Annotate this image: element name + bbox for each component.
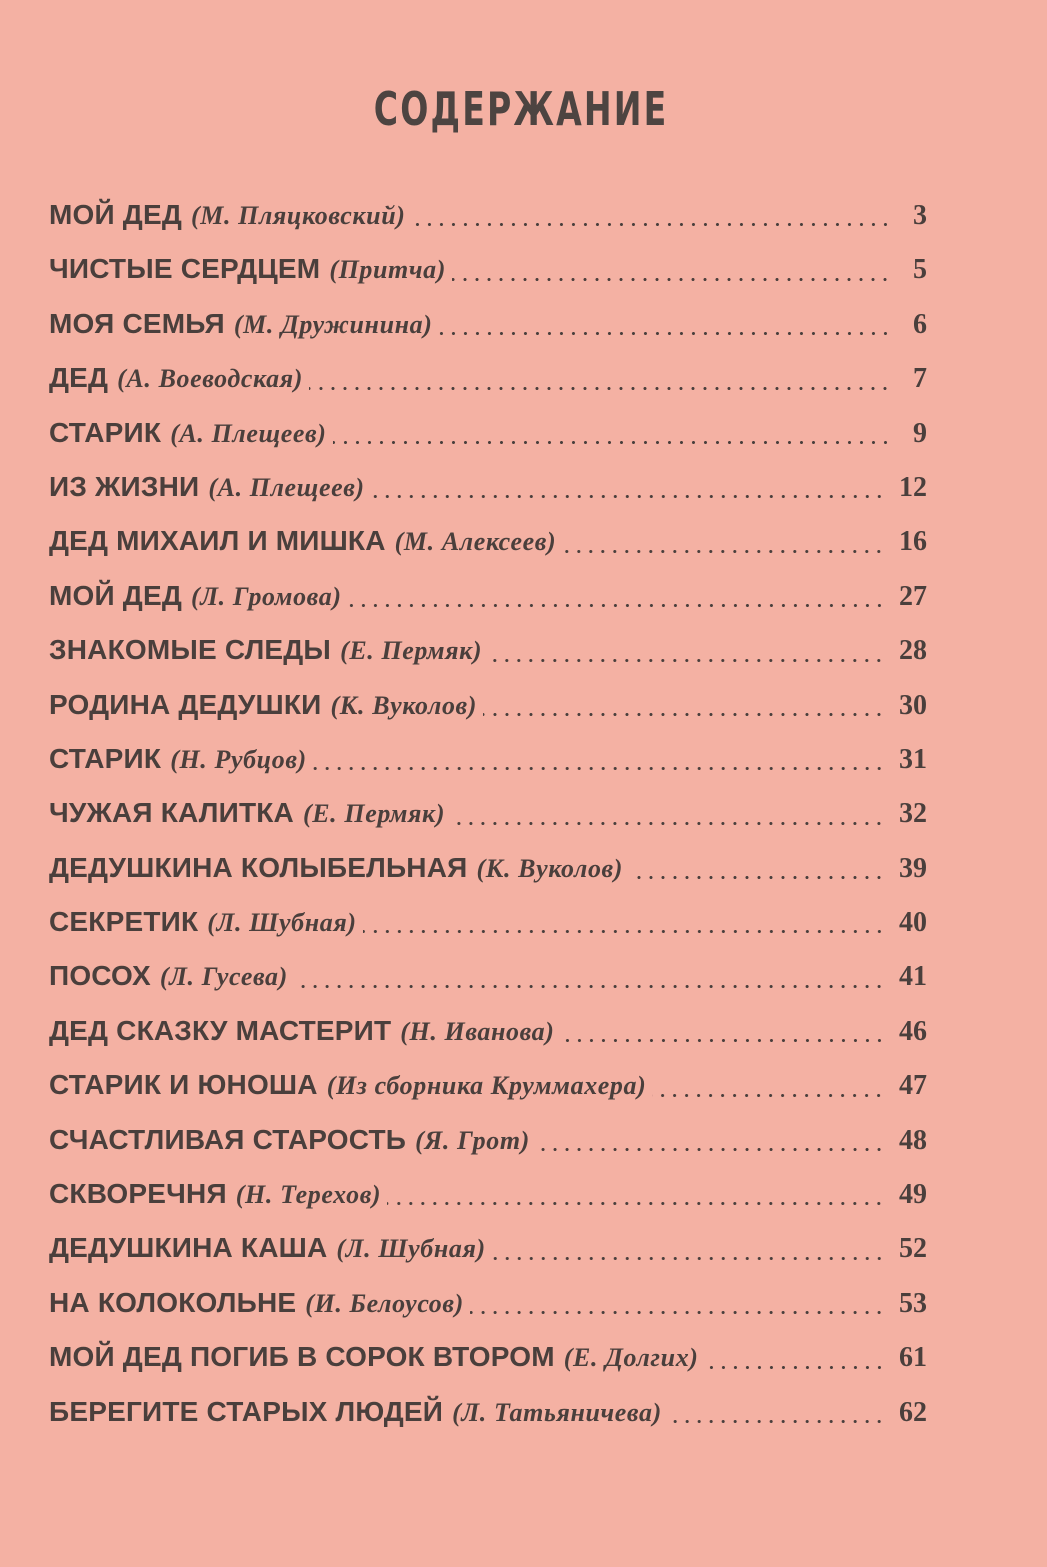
toc-entry: [49, 895, 927, 949]
toc-entry-page: 9: [913, 417, 927, 449]
toc-entry-title: СТАРИК И ЮНОША: [49, 1069, 318, 1101]
toc-entry-title: ДЕД: [49, 362, 109, 394]
toc-entry: [49, 1058, 927, 1112]
toc-entry-page: 62: [899, 1396, 927, 1428]
toc-entry-page: 16: [899, 526, 927, 558]
toc-entry-page: 49: [899, 1179, 927, 1211]
dot-leader: [451, 786, 885, 840]
toc-entry-author: (К. Вуколов): [330, 690, 478, 720]
toc-entry-title: МОЙ ДЕД: [49, 199, 182, 230]
toc-entry-author: (Л. Громова): [190, 581, 342, 611]
toc-entry-author: (Е. Пермяк): [302, 799, 446, 829]
dot-leader: [348, 569, 885, 623]
dot-leader: [387, 1167, 885, 1221]
toc-entry-author: (Е. Пермяк): [340, 636, 483, 666]
toc-entry-page: 61: [899, 1342, 927, 1374]
toc-entry-page: 31: [899, 743, 927, 775]
toc-entry-title: РОДИНА ДЕДУШКИ: [49, 688, 322, 720]
toc-entry-page: 53: [899, 1287, 927, 1319]
toc-entry: [49, 786, 927, 840]
toc-entry-title: НА КОЛОКОЛЬНЕ: [49, 1286, 297, 1318]
toc-entry: [49, 949, 927, 1003]
toc-entry-author: (Н. Терехов): [235, 1180, 382, 1210]
toc-entry-page: 3: [913, 200, 927, 231]
toc-entry-title: МОЙ ДЕД: [49, 579, 182, 611]
toc-entry: [49, 460, 927, 514]
toc-entry: [49, 1385, 927, 1439]
toc-entry-page: 28: [899, 635, 927, 667]
toc-entry-author: (Из сборника Круммахера): [326, 1071, 647, 1101]
dot-leader: [652, 1058, 885, 1112]
dot-leader: [492, 1221, 885, 1275]
toc-entry-author: (А. Плещеев): [170, 418, 327, 448]
toc-entry-author: (А. Воеводская): [117, 364, 304, 394]
toc-entry-page: 47: [899, 1070, 927, 1102]
toc-entry: [49, 351, 927, 405]
toc-entry: [49, 841, 927, 895]
dot-leader: [309, 351, 891, 405]
toc-entry-page: 39: [899, 852, 927, 884]
toc-entry-title: ДЕДУШКИНА КОЛЫБЕЛЬНАЯ: [49, 851, 468, 883]
toc-entry-page: 12: [899, 471, 927, 503]
dot-leader: [561, 1004, 885, 1058]
toc-entry-title: ЗНАКОМЫЕ СЛЕДЫ: [49, 634, 332, 666]
toc-entry-title: СТАРИК: [49, 742, 162, 774]
dot-leader: [562, 514, 885, 568]
toc-entry-author: (М. Пляцковский): [190, 201, 406, 230]
toc-entry-page: 7: [913, 363, 927, 395]
toc-entry-author: (Л. Шубная): [207, 908, 357, 938]
toc-entry-title: МОЙ ДЕД ПОГИБ В СОРОК ВТОРОМ: [49, 1341, 555, 1373]
dot-leader: [363, 895, 885, 949]
dot-leader: [439, 297, 891, 351]
toc-entry-title: ПОСОХ: [49, 960, 151, 992]
toc-entry: [49, 1004, 927, 1058]
toc-entry: [49, 732, 927, 786]
dot-leader: [629, 841, 885, 895]
dot-leader: [488, 623, 885, 677]
toc-entry-title: ДЕД МИХАИЛ И МИШКА: [49, 525, 386, 557]
toc-entry: [49, 1221, 927, 1275]
toc-entry-page: 52: [899, 1233, 927, 1265]
dot-leader: [483, 678, 885, 732]
toc-entry-page: 40: [899, 907, 927, 939]
toc-entry-title: ДЕД СКАЗКУ МАСТЕРИТ: [49, 1014, 392, 1046]
toc-entry-page: 32: [899, 798, 927, 830]
toc-entry-title: МОЯ СЕМЬЯ: [49, 307, 225, 339]
toc-entry-title: ЧУЖАЯ КАЛИТКА: [49, 797, 294, 829]
toc-entry-author: (Л. Гусева): [159, 962, 288, 992]
toc-entry: [49, 1113, 927, 1167]
toc-entry: [49, 1330, 927, 1384]
toc-entry-page: 5: [913, 254, 927, 286]
toc-entry: [49, 1276, 927, 1330]
toc-entry-author: (Л. Шубная): [336, 1234, 486, 1264]
toc-entry: [49, 1167, 927, 1221]
dot-leader: [371, 460, 885, 514]
dot-leader: [470, 1276, 885, 1330]
toc-entry-author: (Е. Долгих): [563, 1343, 699, 1373]
toc-entry: [49, 569, 927, 623]
toc-entry-page: 41: [899, 961, 927, 993]
toc-entry-author: (Я. Грот): [415, 1125, 530, 1155]
dot-leader: [705, 1330, 885, 1384]
toc-entry: [49, 623, 927, 677]
dot-leader: [668, 1385, 885, 1439]
toc-entry: [49, 242, 927, 296]
toc-entry-title: БЕРЕГИТЕ СТАРЫХ ЛЮДЕЙ: [49, 1395, 444, 1427]
toc-entry-title: СЕКРЕТИК: [49, 906, 199, 938]
toc-entry-page: 27: [899, 580, 927, 612]
toc-entry-page: 30: [899, 689, 927, 721]
table-of-contents: [49, 188, 927, 1439]
toc-entry-author: (Н. Иванова): [400, 1016, 555, 1046]
toc-entry-author: (А. Плещеев): [208, 472, 365, 502]
toc-entry-author: (И. Белоусов): [305, 1288, 464, 1318]
dot-leader: [294, 949, 885, 1003]
toc-entry-title: ДЕДУШКИНА КАША: [49, 1232, 328, 1264]
toc-entry-page: 48: [899, 1124, 927, 1156]
toc-entry-page: 6: [913, 308, 927, 340]
toc-entry: [49, 406, 927, 460]
toc-entry-author: (К. Вуколов): [476, 853, 624, 883]
toc-entry-page: 46: [899, 1015, 927, 1047]
toc-entry-author: (М. Алексеев): [394, 527, 557, 557]
toc-entry: [49, 678, 927, 732]
dot-leader: [333, 406, 891, 460]
dot-leader: [452, 242, 891, 296]
toc-entry-title: ЧИСТЫЕ СЕРДЦЕМ: [49, 253, 321, 285]
toc-entry: [49, 297, 927, 351]
toc-entry-author: (Л. Татьяничева): [452, 1397, 662, 1427]
dot-leader: [536, 1113, 885, 1167]
toc-entry: [49, 188, 927, 242]
toc-entry-title: СКВОРЕЧНЯ: [49, 1178, 227, 1210]
dot-leader: [313, 732, 885, 786]
page-title: СОДЕРЖАНИЕ: [373, 82, 669, 136]
toc-entry-title: ИЗ ЖИЗНИ: [49, 470, 200, 502]
toc-entry: [49, 514, 927, 568]
toc-entry-title: СТАРИК: [49, 416, 162, 448]
toc-entry-author: (Н. Рубцов): [170, 744, 307, 774]
toc-entry-author: (Притча): [329, 255, 446, 285]
toc-entry-author: (М. Дружинина): [233, 309, 433, 339]
dot-leader: [412, 188, 891, 242]
toc-entry-title: СЧАСТЛИВАЯ СТАРОСТЬ: [49, 1123, 407, 1155]
